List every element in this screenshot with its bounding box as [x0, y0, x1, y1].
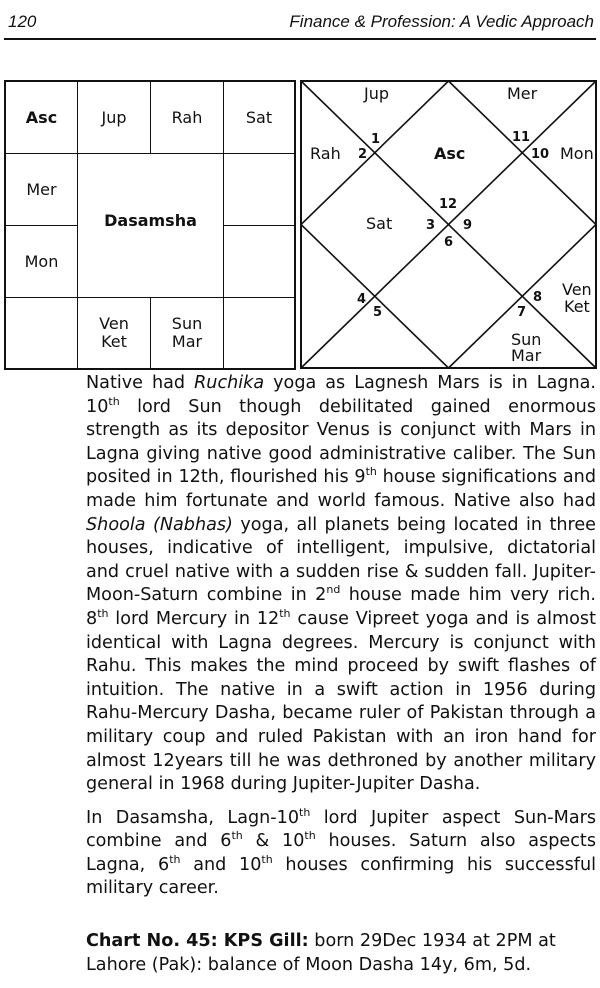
- south-cell-empty-r4: [6, 298, 78, 368]
- south-cell-mon-label: Mon: [24, 251, 59, 271]
- south-cell-empty-r4c4: [224, 298, 294, 368]
- ordinal-suffix: th: [365, 465, 377, 479]
- south-cell-empty-r3: [224, 226, 294, 298]
- north-planet-rah: Rah: [310, 144, 341, 163]
- house-number-4: 4: [357, 292, 367, 307]
- text-run: houses confirming his successful military career.: [86, 854, 596, 899]
- house-number-2: 2: [358, 147, 368, 162]
- south-cell-mon: [6, 226, 78, 298]
- chart-heading-details: born 29Dec 1934 at 2PM at Lahore (Pak): balance of Moon Dasha 14y, 6m, 5d.: [86, 931, 556, 975]
- header-rule: [4, 38, 596, 40]
- ordinal-suffix: th: [108, 394, 120, 408]
- north-planet-sat: Sat: [366, 214, 393, 233]
- south-cell-ven-ket: [78, 298, 151, 368]
- south-cell-asc-label: Asc: [25, 107, 58, 127]
- south-cell-mer: [6, 154, 78, 226]
- house-number-10: 10: [531, 147, 550, 162]
- text-run: & 10: [242, 831, 305, 852]
- dasamsha-south-chart: [4, 80, 296, 370]
- page-header: [0, 0, 600, 44]
- house-number-12: 12: [439, 197, 458, 212]
- house-number-1: 1: [371, 132, 381, 147]
- dasamsha-label: Dasamsha: [104, 211, 197, 230]
- ordinal-suffix: nd: [326, 583, 341, 597]
- south-cell-sun-mar: [151, 298, 224, 368]
- text-run: In Dasamsha, Lagn-10: [86, 807, 300, 828]
- ordinal-suffix: th: [231, 829, 243, 843]
- house-number-3: 3: [426, 218, 436, 233]
- text-run: house made him very rich. 8: [86, 585, 596, 629]
- north-planet-sun: Sun: [511, 330, 542, 349]
- body-text: [86, 372, 596, 911]
- north-planet-jup: Jup: [364, 84, 390, 103]
- north-indian-chart: [300, 80, 598, 370]
- south-cell-rah: [151, 82, 224, 154]
- ordinal-suffix: th: [261, 853, 273, 867]
- ordinal-suffix: th: [299, 805, 311, 819]
- text-run: lord Jupiter aspect Sun-Mars combine and 6: [86, 807, 596, 852]
- north-planet-mer: Mer: [507, 84, 538, 103]
- north-asc-label: Asc: [434, 144, 466, 163]
- text-run: and 10: [180, 854, 262, 875]
- text-run: yoga, all planets being located in three houses, indicative of intelligent, impulsive, dictatorial and cruel native with a sudden rise & sudden fall. Jupiter-Moon-Saturn combine in 2: [86, 514, 596, 606]
- house-number-11: 11: [512, 130, 531, 145]
- text-run: house significations and made him fortunate and world famous. Native also had: [86, 467, 596, 511]
- house-number-6: 6: [444, 235, 454, 250]
- north-chart-lines: [300, 80, 598, 370]
- south-cell-sat-label: Sat: [245, 107, 273, 127]
- chart-heading: [86, 930, 596, 977]
- paragraph-2: [86, 807, 596, 901]
- ordinal-suffix: th: [97, 607, 109, 621]
- south-cell-rah-label: Rah: [171, 107, 203, 127]
- page-number: 120: [8, 12, 37, 31]
- south-chart-center: [78, 154, 224, 298]
- house-number-8: 8: [533, 290, 543, 305]
- south-cell-ven-label: Ven: [99, 314, 129, 334]
- south-cell-mer-label: Mer: [26, 179, 57, 199]
- south-cell-ket-label: Ket: [101, 332, 127, 351]
- south-cell-sun-label: Sun: [171, 314, 203, 334]
- house-number-7: 7: [517, 305, 527, 320]
- north-planet-mar: Mar: [511, 346, 542, 365]
- text-run: cause Vipreet yoga and is almost identical with Lagna degrees. Mercury is conjunct with Rahu. This makes the mind proceed by swift flashes of intuition. The native in a swift action in 1956 during Rahu-Mercury Dasha, became ruler of Pakistan through a military coup and ruled Pakistan with an iron hand for almost 12years till he was dethroned by another military general in 1968 during Jupiter-Jupiter Dasha.: [86, 608, 596, 795]
- north-planet-mon: Mon: [560, 144, 594, 163]
- text-run: Native had: [86, 373, 195, 393]
- south-cell-asc: [6, 82, 78, 154]
- text-run: houses. Saturn also aspects Lagna, 6: [86, 831, 596, 875]
- text-run: lord Mercury in 12: [108, 608, 280, 629]
- house-number-5: 5: [373, 305, 383, 320]
- ordinal-suffix: th: [304, 829, 316, 843]
- north-planet-ket: Ket: [564, 297, 590, 316]
- south-cell-jup: [78, 82, 151, 154]
- south-cell-empty-r2: [224, 154, 294, 226]
- north-planet-ven: Ven: [562, 280, 592, 299]
- ordinal-suffix: th: [279, 607, 291, 621]
- ordinal-suffix: th: [169, 853, 181, 867]
- paragraph-1: [86, 372, 596, 797]
- south-cell-sat: [224, 82, 294, 154]
- text-run: lord Sun though debilitated gained enormous strength as its depositor Venus is conjunct with Mars in Lagna giving native good administrative caliber. The Sun posited in 12th, flourished his 9: [86, 396, 596, 488]
- term-shoola: Shoola (Nabhas): [86, 514, 233, 535]
- text-run: yoga as Lagnesh Mars is in Lagna. 10: [86, 373, 597, 417]
- south-cell-jup-label: Jup: [101, 107, 127, 127]
- south-cell-mar-label: Mar: [171, 332, 203, 351]
- house-number-9: 9: [463, 218, 473, 233]
- running-title: Finance & Profession: A Vedic Approach: [289, 12, 594, 31]
- chart-heading-title: Chart No. 45: KPS Gill:: [86, 931, 309, 951]
- term-ruchika: Ruchika: [194, 373, 265, 393]
